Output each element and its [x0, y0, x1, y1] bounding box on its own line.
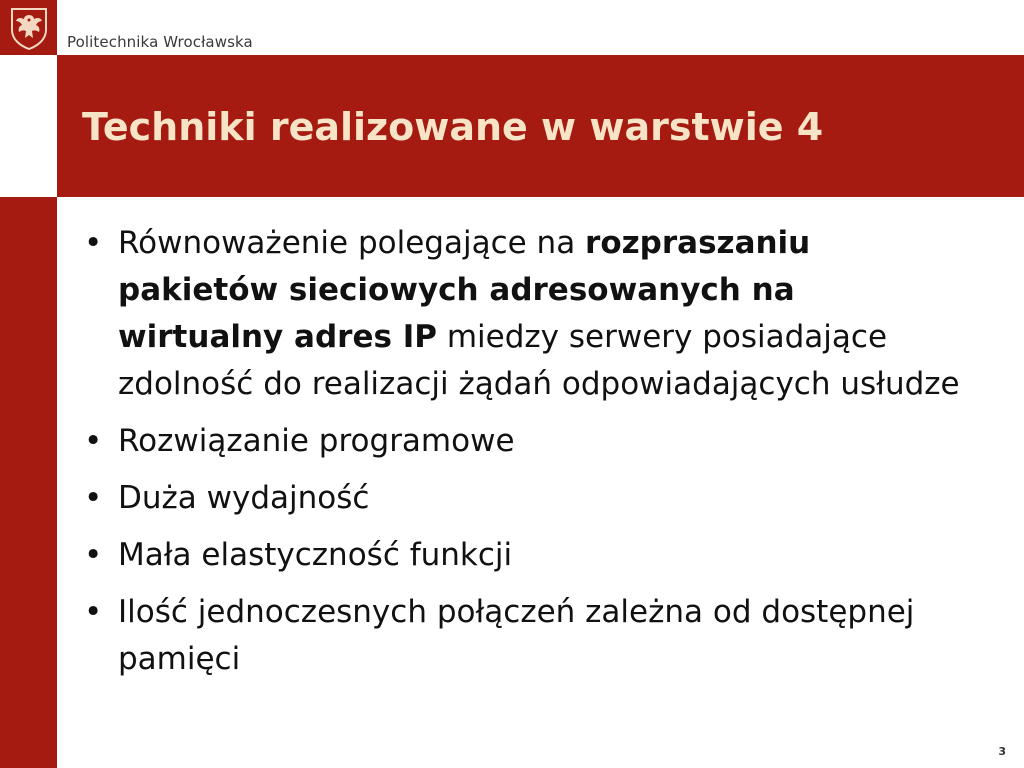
title-band — [57, 55, 1024, 197]
bullet-item — [84, 220, 968, 408]
bullet-text: Ilość jednoczesnych połączeń zależna od dostępnej pamięci — [118, 594, 915, 677]
eagle-crest-icon — [9, 6, 49, 50]
left-accent-band — [0, 197, 57, 768]
bullet-dot: • — [84, 594, 103, 630]
bullet-dot: • — [84, 423, 103, 459]
bullet-text: Mała elastyczność funkcji — [118, 537, 513, 573]
bullet-text-plain: Równoważenie polegające na — [118, 225, 586, 261]
institution-name: Politechnika Wrocławska — [67, 33, 253, 51]
bullet-item — [84, 532, 984, 579]
bullet-item — [84, 589, 984, 683]
page-number: 3 — [998, 745, 1006, 758]
bullet-text: Rozwiązanie programowe — [118, 423, 515, 459]
bullet-text-plain: miedzy serwery posiadające zdolność do realizacji żądań odpowiadających usłudze — [118, 319, 960, 402]
bullet-dot: • — [84, 480, 103, 516]
university-logo — [0, 0, 57, 55]
bullet-dot: • — [84, 537, 103, 573]
bullet-text-bold: rozpraszaniu pakietów sieciowych adresowanych na wirtualny adres IP — [118, 225, 811, 355]
bullet-list — [84, 220, 984, 683]
bullet-item — [84, 418, 984, 465]
slide-content — [84, 220, 984, 693]
bullet-text: Duża wydajność — [118, 480, 370, 516]
slide-title: Techniki realizowane w warstwie 4 — [82, 105, 824, 149]
bullet-dot: • — [84, 225, 103, 261]
bullet-item — [84, 475, 984, 522]
